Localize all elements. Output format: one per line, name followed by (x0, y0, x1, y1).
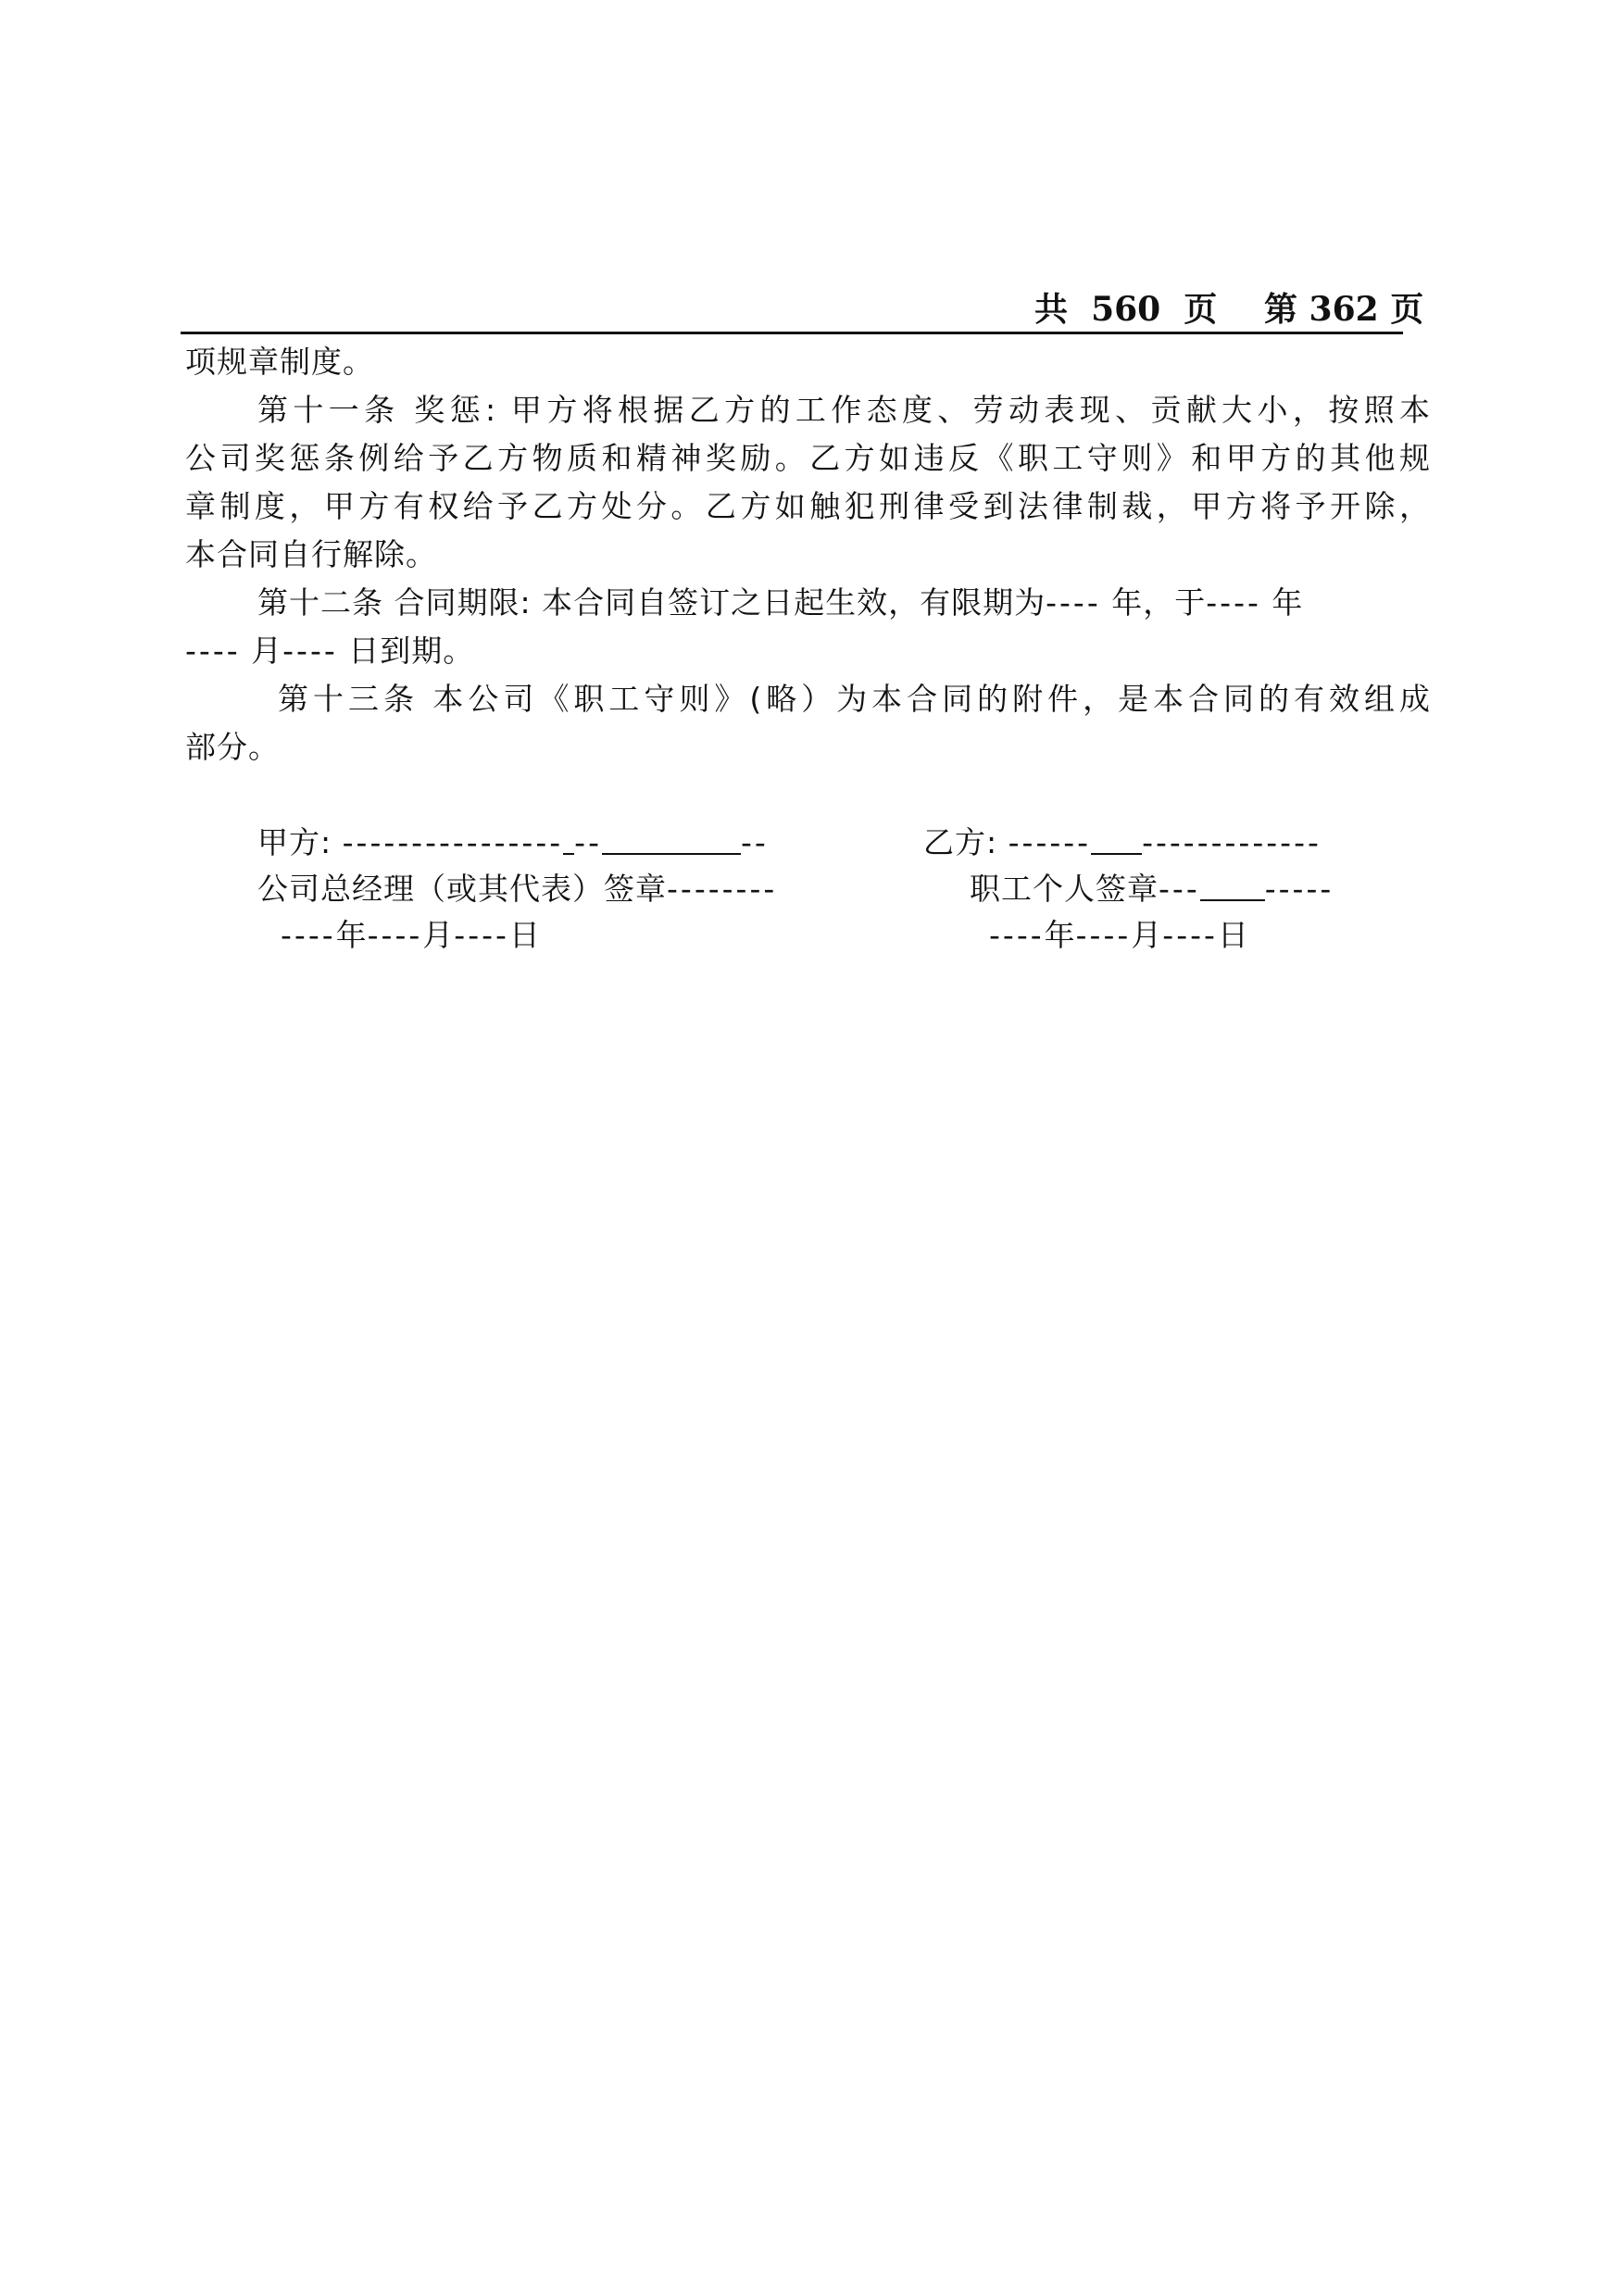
party-b-date-line (989, 912, 1249, 959)
party-b-month-blank: ---- (1075, 917, 1132, 953)
contract-body (185, 338, 1431, 772)
party-a-dashes-3: -- (740, 824, 769, 860)
party-b-rep-signature-blank[interactable] (1200, 872, 1265, 901)
party-a-signature-blank[interactable] (602, 825, 741, 855)
article-12-month-label: 月 (240, 633, 283, 669)
party-a-year-label: 年 (335, 917, 368, 953)
paragraph-line: 项规章制度。 (185, 344, 374, 380)
article-12-line-1 (185, 579, 1431, 627)
party-b-year-blank: ---- (989, 917, 1045, 953)
end-year-blank: ---- (1206, 584, 1261, 621)
party-a-month-blank: ---- (367, 917, 423, 953)
party-b-rep-dashes: --- (1159, 871, 1200, 907)
article-11-line-2: 公司奖惩条例给予乙方物质和精神奖励。乙方如违反《职工守则》和甲方的其他规 (185, 440, 1431, 476)
party-a-rep-label: 公司总经理（或其代表）签章 (257, 871, 667, 907)
party-b-year-label: 年 (1044, 917, 1076, 953)
page-header (181, 276, 1424, 334)
total-pages-label: 共 560 页 (1034, 290, 1218, 329)
party-a-line (257, 820, 769, 866)
party-b-signature-blank[interactable] (1091, 825, 1142, 855)
party-b-day-blank: ---- (1162, 917, 1218, 953)
article-12-line-2 (185, 627, 1431, 675)
party-a-day-label: 日 (508, 917, 541, 953)
party-a-dashes: ---------------- (342, 824, 564, 860)
party-b-rep-line (970, 866, 1334, 912)
party-a-month-label: 月 (422, 917, 455, 953)
article-12-year-label: 年 (1260, 584, 1304, 621)
article-11-line-4: 本合同自行解除。 (185, 536, 437, 572)
party-b-rep-dashes-2: ----- (1264, 871, 1334, 907)
article-11-line-1: 第十一条 奖惩: 甲方将根据乙方的工作态度、劳动表现、贡献大小，按照本 (257, 392, 1431, 428)
party-b-dashes-2: ------------- (1142, 824, 1322, 860)
article-11-line-3: 章制度，甲方有权给予乙方处分。乙方如触犯刑律受到法律制裁，甲方将予开除， (185, 488, 1431, 524)
party-a-label: 甲方: (257, 824, 332, 860)
party-a-rep-dashes: -------- (667, 871, 778, 907)
article-12-text: 第十二条 合同期限: 本合同自签订之日起生效，有限期为 (257, 584, 1046, 621)
party-a-short-blank[interactable] (563, 825, 574, 855)
party-b-day-label: 日 (1217, 917, 1249, 953)
article-12-year-text: 年，于 (1100, 584, 1207, 621)
year-count-blank: ---- (1046, 584, 1101, 621)
party-b-dashes: ------ (1008, 824, 1092, 860)
party-b-label: 乙方: (923, 824, 998, 860)
party-b-line (923, 820, 1322, 866)
party-a-day-blank: ---- (454, 917, 509, 953)
party-a-date-line (281, 912, 541, 959)
party-a-rep-line (257, 866, 777, 912)
party-a-year-blank: ---- (281, 917, 336, 953)
party-a-dashes-2: -- (574, 824, 602, 860)
end-month-prefix-blank: ---- (185, 633, 241, 669)
end-day-blank: ---- (282, 633, 338, 669)
article-13-line-2: 部分。 (185, 729, 280, 765)
current-page-label: 第 362 页 (1264, 290, 1424, 329)
party-b-month-label: 月 (1131, 917, 1163, 953)
article-13-line-1: 第十三条 本公司《职工守则》(略）为本合同的附件，是本合同的有效组成 (278, 681, 1431, 717)
party-b-rep-label: 职工个人签章 (970, 871, 1159, 907)
article-12-day-label: 日到期。 (337, 633, 475, 669)
